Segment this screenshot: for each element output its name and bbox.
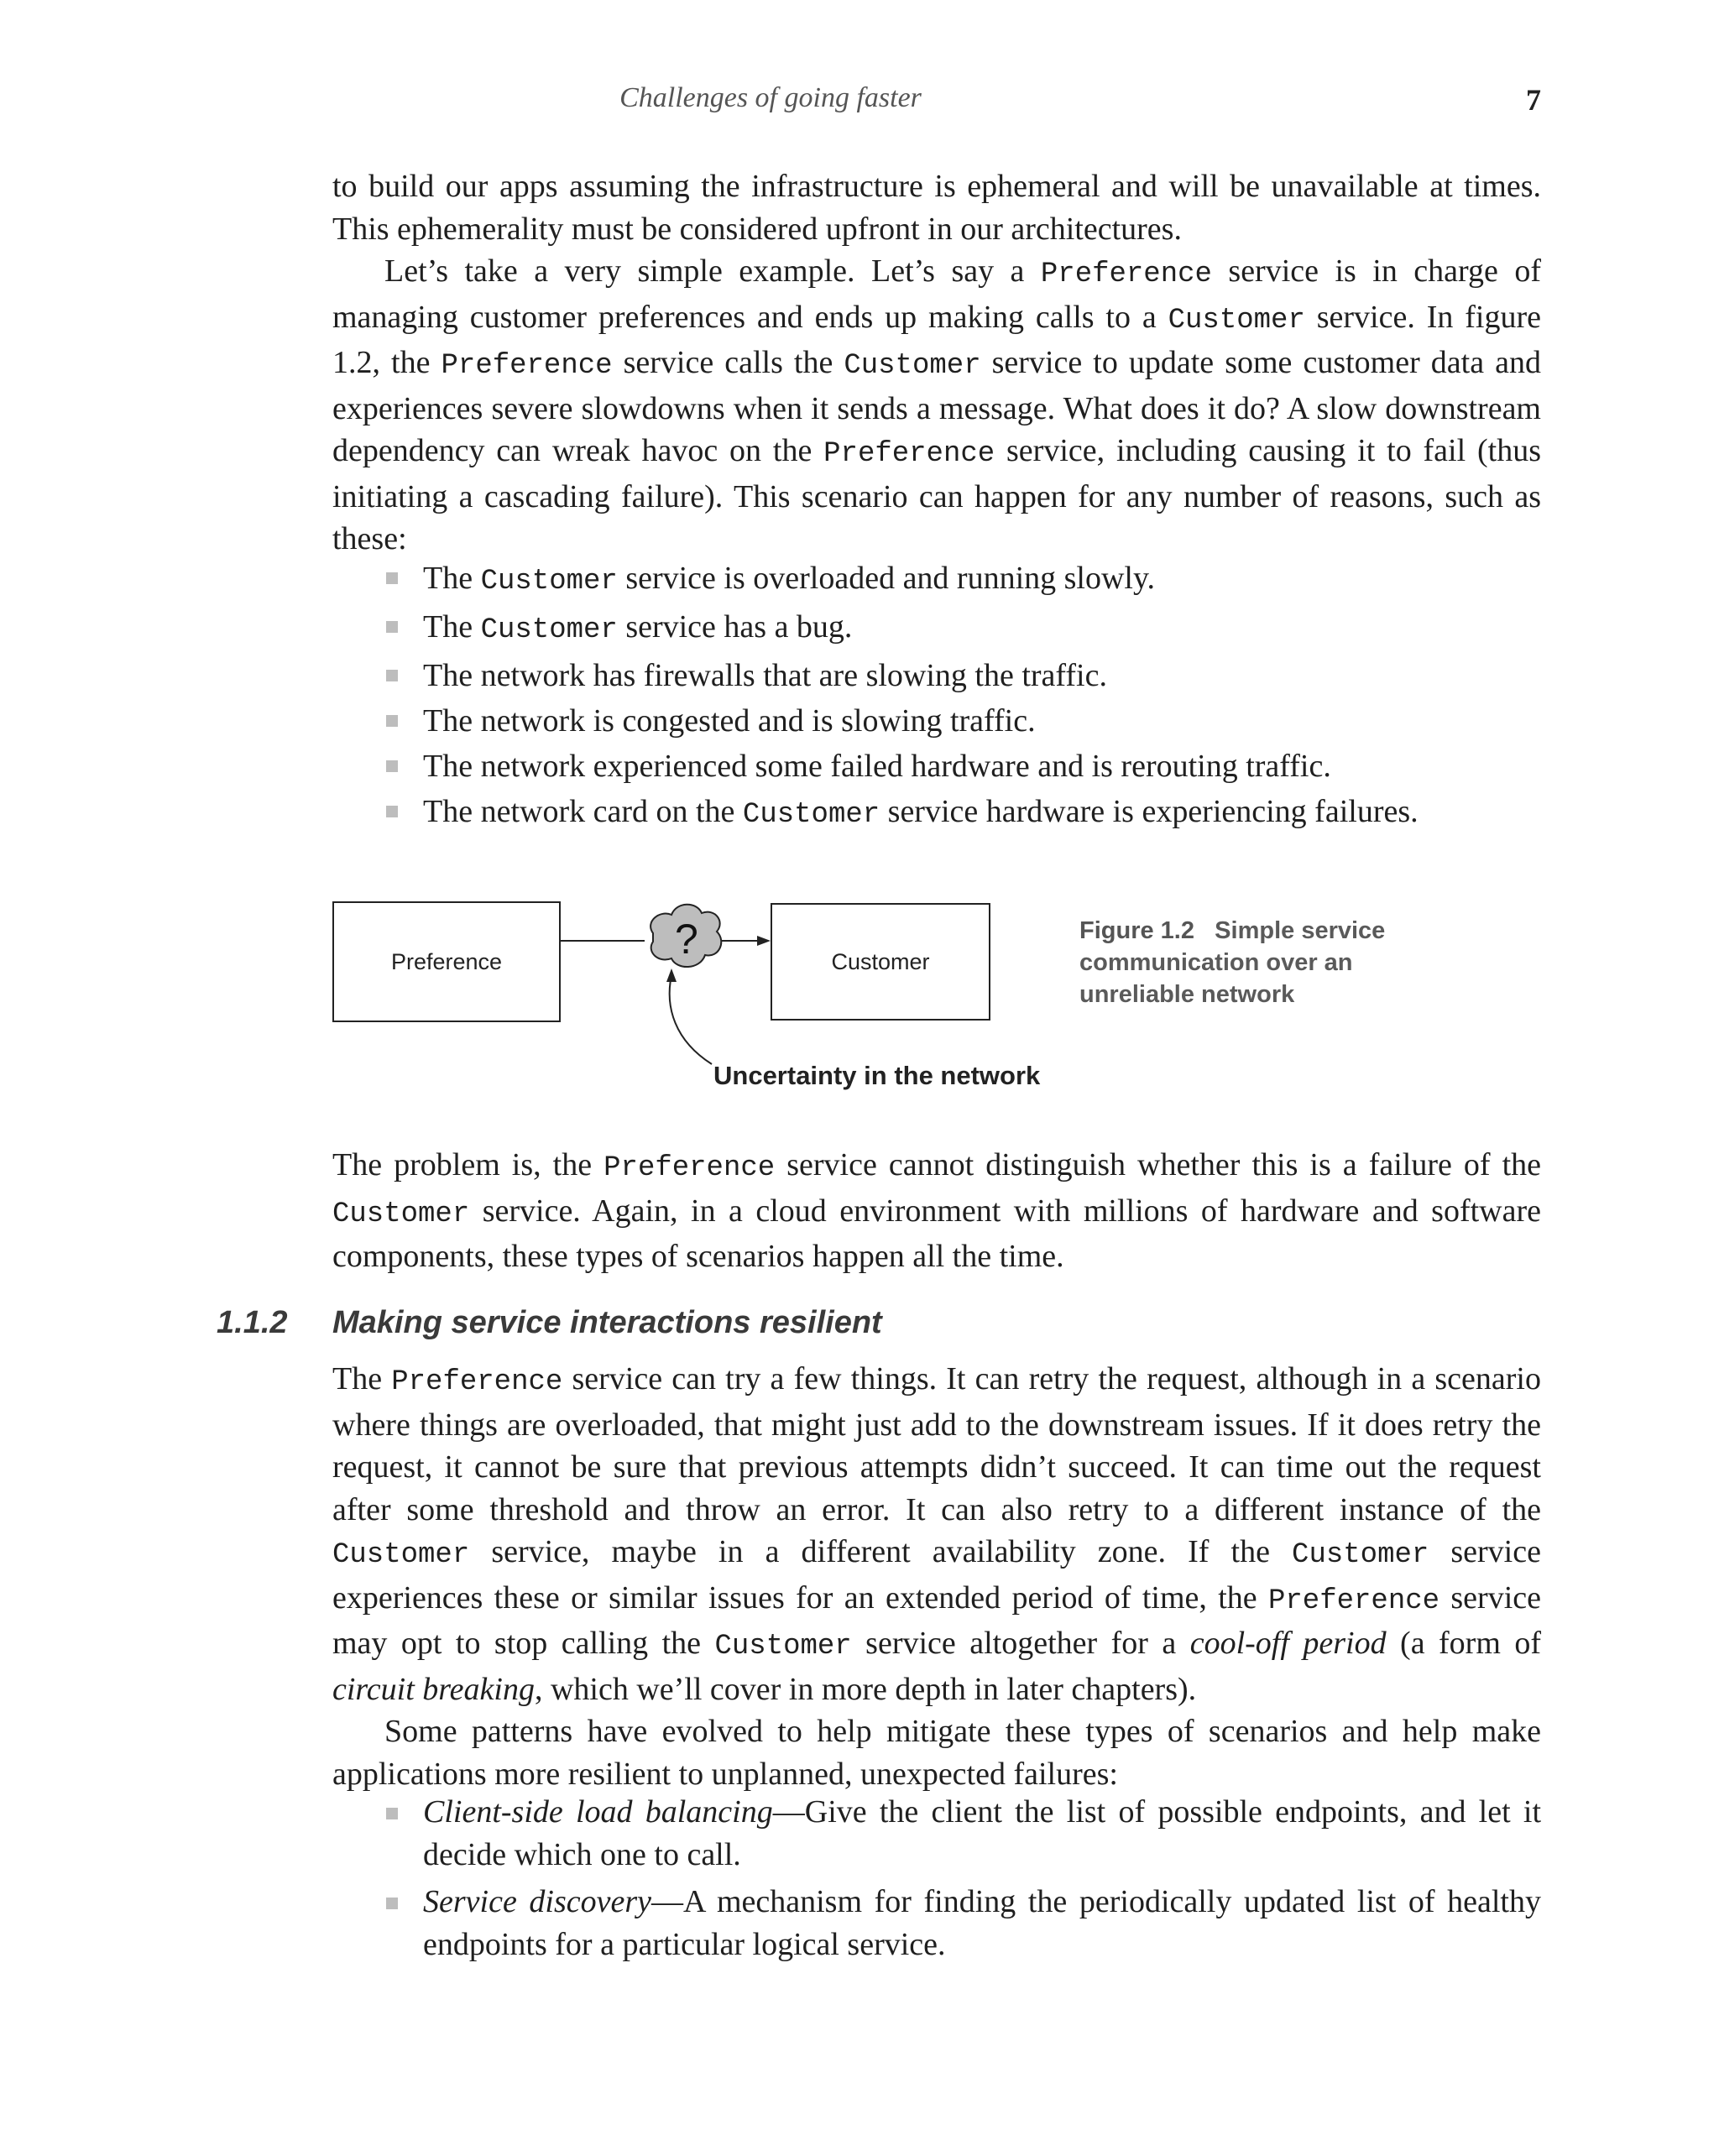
code-term: Preference bbox=[1268, 1584, 1440, 1617]
caption-text: Simple service communication over an unreliable network bbox=[1079, 917, 1386, 1008]
text-run: service. In figure 1.2, the bbox=[332, 299, 1541, 380]
text-run: service can try a few things. It can retry the request, although in a scenario where things are overloaded, that might just add to the downstream issues. If it does retry the request, it cannot be sure that previous attempts didn’t succeed. It can time out the request after some threshold and throw an error. It can also retry to a different instance of the bbox=[332, 1361, 1541, 1527]
text-run: service. Again, in a cloud environment with millions of hardware and software components, these types of scenarios happen all the time. bbox=[332, 1193, 1541, 1274]
code-term: Customer bbox=[844, 350, 981, 382]
preference-label: Preference bbox=[390, 948, 503, 974]
text-run: service is in charge of managing customer preferences and ends up making calls to a bbox=[332, 253, 1541, 335]
pattern-term: Service discovery bbox=[423, 1884, 652, 1919]
code-term: Customer bbox=[742, 799, 880, 831]
code-term: Preference bbox=[823, 438, 995, 470]
text-run: service, including causing it to fail (thus initiating a cascading failure). This scenario can happen for any number of reasons, such as these: bbox=[332, 433, 1541, 556]
text-run: service is overloaded and running slowly. bbox=[617, 561, 1156, 596]
text-run: The bbox=[332, 1361, 392, 1396]
emphasis-term: circuit breaking bbox=[332, 1671, 535, 1707]
bullet-icon bbox=[386, 621, 398, 633]
code-term: Preference bbox=[1040, 258, 1212, 290]
intro-text bbox=[332, 165, 1541, 561]
code-term: Preference bbox=[603, 1152, 776, 1184]
emphasis-term: cool-off period bbox=[1189, 1626, 1387, 1661]
list-item bbox=[332, 1881, 1541, 1965]
problem-text bbox=[332, 1144, 1541, 1278]
bullet-icon bbox=[386, 806, 398, 817]
text-run: , which we’ll cover in more depth in later chapters). bbox=[534, 1671, 1197, 1707]
text-run: The network has firewalls that are slowing the traffic. bbox=[423, 658, 1107, 693]
list-item bbox=[332, 698, 1541, 744]
text-run: service experiences these or similar issues for an extended period of time, the bbox=[332, 1534, 1541, 1616]
code-term: Customer bbox=[714, 1631, 852, 1663]
code-term: Customer bbox=[1168, 304, 1305, 337]
code-term: Customer bbox=[480, 614, 618, 646]
bullet-icon bbox=[386, 715, 398, 727]
text-run: Let’s take a very simple example. Let’s say a bbox=[384, 253, 1041, 289]
list-item bbox=[332, 653, 1541, 698]
paragraph bbox=[332, 1144, 1541, 1278]
callout-arrow-icon bbox=[666, 968, 677, 982]
code-term: Customer bbox=[332, 1539, 470, 1571]
customer-label: Customer bbox=[831, 948, 930, 974]
cloud-question-mark: ? bbox=[675, 916, 698, 963]
code-term: Preference bbox=[441, 350, 613, 382]
text-run: service calls the bbox=[612, 345, 844, 380]
pattern-term: Client-side load balancing bbox=[423, 1794, 773, 1830]
text-run: to build our apps assuming the infrastructure is ephemeral and will be unavailable at times. This ephemerality must be considered upfront in our architectures. bbox=[332, 169, 1541, 247]
figure-1-2 bbox=[332, 881, 1541, 1116]
text-run: service may opt to stop calling the bbox=[332, 1579, 1541, 1661]
text-run: service cannot distinguish whether this is a failure of the bbox=[775, 1147, 1541, 1182]
list-item bbox=[332, 604, 1541, 653]
paragraph bbox=[332, 250, 1541, 561]
reasons-list bbox=[332, 556, 1541, 838]
text-run: The bbox=[423, 561, 481, 596]
code-term: Customer bbox=[480, 566, 618, 598]
bullet-icon bbox=[386, 1898, 398, 1909]
code-term: Customer bbox=[332, 1198, 470, 1230]
pattern-description: —A mechanism for finding the periodically updated list of healthy endpoints for a particular logical service. bbox=[423, 1884, 1541, 1962]
running-head bbox=[0, 82, 1541, 117]
text-run: service hardware is experiencing failures. bbox=[880, 794, 1419, 829]
preference-box bbox=[332, 901, 561, 1022]
bullet-icon bbox=[386, 572, 398, 584]
paragraph bbox=[332, 1710, 1541, 1795]
arrow-head-icon bbox=[757, 936, 771, 946]
running-title: Challenges of going faster bbox=[619, 82, 922, 113]
pattern-description: —Give the client the list of possible endpoints, and let it decide which one to call. bbox=[423, 1794, 1542, 1872]
network-callout: Uncertainty in the network bbox=[713, 1061, 1041, 1090]
text-run: The bbox=[423, 609, 481, 645]
text-run: The network is congested and is slowing traffic. bbox=[423, 703, 1036, 739]
text-run: service altogether for a bbox=[851, 1626, 1190, 1661]
code-term: Customer bbox=[1292, 1539, 1429, 1571]
bullet-icon bbox=[386, 760, 398, 772]
list-item bbox=[332, 744, 1541, 789]
callout-curve bbox=[670, 975, 712, 1064]
text-run: (a form of bbox=[1386, 1626, 1542, 1661]
list-item bbox=[332, 789, 1541, 838]
text-run: The problem is, the bbox=[332, 1147, 604, 1182]
paragraph bbox=[332, 165, 1541, 250]
section-number: 1.1.2 bbox=[217, 1305, 288, 1340]
list-item bbox=[332, 556, 1541, 604]
text-run: service has a bug. bbox=[617, 609, 853, 645]
bullet-icon bbox=[386, 1808, 398, 1819]
page-number: 7 bbox=[1526, 83, 1541, 117]
caption-label: Figure 1.2 bbox=[1079, 917, 1194, 944]
text-run: Some patterns have evolved to help mitigate these types of scenarios and help make applications more resilient to unplanned, unexpected failures: bbox=[332, 1714, 1541, 1792]
figure-caption bbox=[1079, 915, 1466, 1010]
list-item bbox=[332, 1791, 1541, 1876]
bullet-icon bbox=[386, 670, 398, 681]
text-run: The network card on the bbox=[423, 794, 743, 829]
section-title: Making service interactions resilient bbox=[332, 1305, 882, 1340]
code-term: Preference bbox=[391, 1366, 563, 1398]
text-run: service, maybe in a different availability zone. If the bbox=[469, 1534, 1293, 1569]
patterns-list bbox=[332, 1791, 1541, 1971]
resilience-text bbox=[332, 1358, 1541, 1795]
text-run: service to update some customer data and experiences severe slowdowns when it sends a message. What does it do? A slow downstream dependency can wreak havoc on the bbox=[332, 345, 1541, 468]
section-heading bbox=[0, 1298, 1719, 1345]
paragraph bbox=[332, 1358, 1541, 1710]
text-run: The network experienced some failed hardware and is rerouting traffic. bbox=[423, 749, 1331, 784]
customer-box bbox=[771, 903, 990, 1021]
